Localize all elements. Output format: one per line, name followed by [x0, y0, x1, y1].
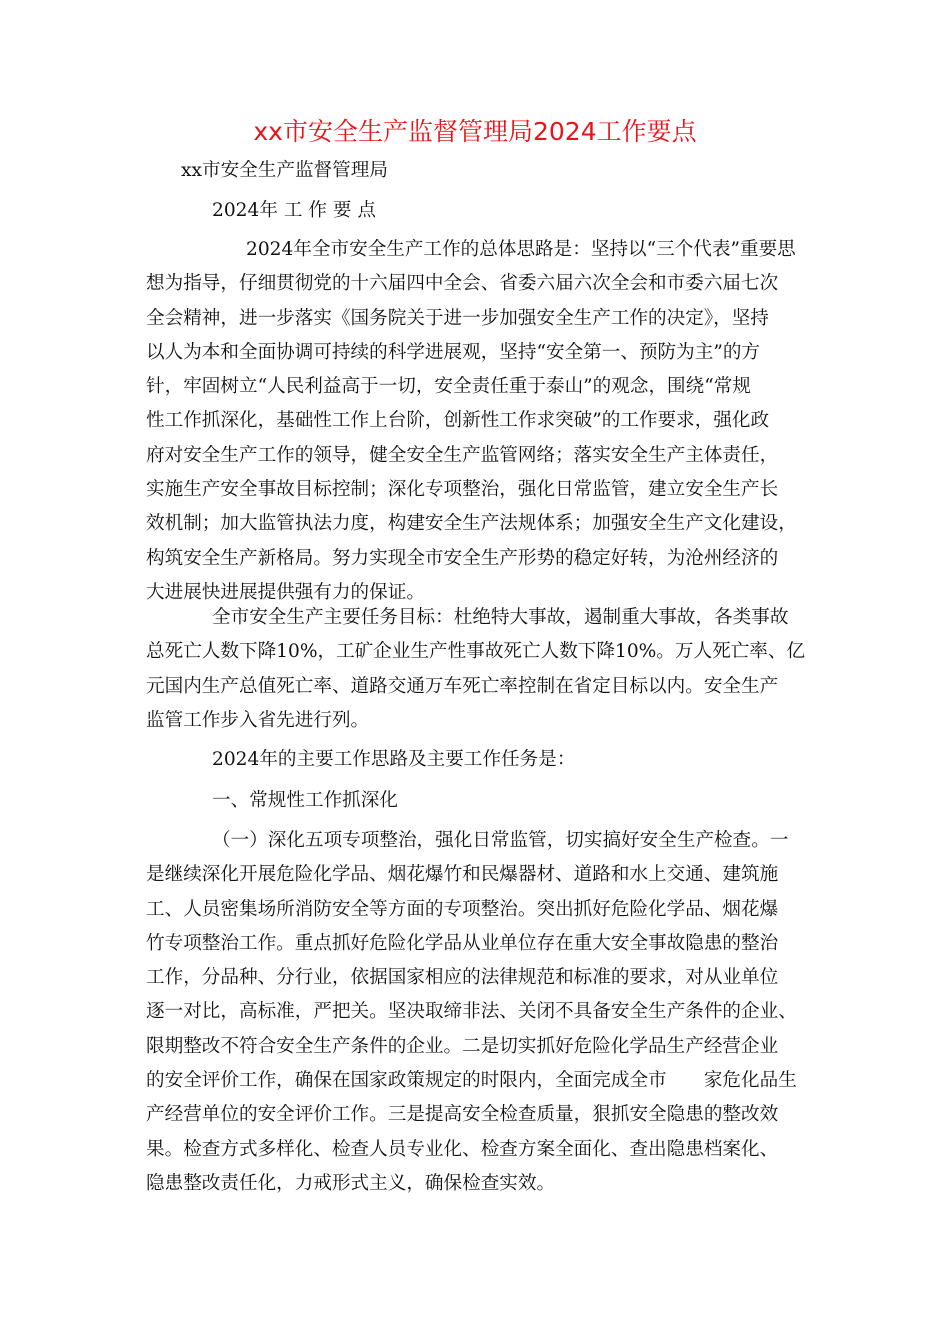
paragraph-line: 果。检查方式多样化、检查人员专业化、检查方案全面化、查出隐患档案化、 [146, 1138, 779, 1160]
paragraph-line: （一）深化五项专项整治，强化日常监管，切实搞好安全生产检查。一 [212, 830, 789, 851]
paragraph-line: 构筑安全生产新格局。努力实现全市安全生产形势的稳定好转，为沧州经济的 [146, 547, 779, 569]
section-heading: 一、常规性工作抓深化 [212, 790, 398, 811]
paragraph-line: 效机制；加大监管执法力度，构建安全生产法规体系；加强安全生产文化建设， [146, 513, 797, 535]
paragraph-line: 2024年全市安全生产工作的总体思路是：坚持以“三个代表”重要思 [246, 239, 796, 260]
paragraph-intro [146, 743, 806, 777]
paragraph-line: 总死亡人数下降10%，工矿企业生产性事故死亡人数下降10%。万人死亡率、亿 [146, 641, 806, 663]
paragraph-line: 竹专项整治工作。重点抓好危险化学品从业单位存在重大安全事故隐患的整治 [146, 932, 779, 954]
paragraph-targets [146, 601, 806, 738]
paragraph-special-rectification [146, 824, 806, 1201]
paragraph-line: 想为指导，仔细贯彻党的十六届四中全会、省委六届六次全会和市委六届七次 [146, 273, 779, 295]
paragraph-line: 限期整改不符合安全生产条件的企业。二是切实抓好危险化学品生产经营企业 [146, 1035, 779, 1057]
paragraph-line: 全会精神，进一步落实《国务院关于进一步加强安全生产工作的决定》，坚持 [146, 307, 769, 329]
paragraph-line: 以人为本和全面协调可持续的科学进展观，坚持“安全第一、预防为主”的方 [146, 341, 761, 363]
org-line-block [146, 154, 806, 188]
paragraph-line: 全市安全生产主要任务目标：杜绝特大事故，遏制重大事故，各类事故 [212, 607, 789, 628]
paragraph-line: 府对安全生产工作的领导，健全安全生产监管网络；落实安全生产主体责任， [146, 444, 779, 466]
paragraph-general-idea [146, 233, 806, 610]
paragraph-line: 是继续深化开展危险化学品、烟花爆竹和民爆器材、道路和水上交通、建筑施 [146, 864, 779, 886]
paragraph-line: 产经营单位的安全评价工作。三是提高安全检查质量，狠抓安全隐患的整改效 [146, 1104, 779, 1126]
org-line: xx市安全生产监督管理局 [181, 160, 388, 181]
section-heading-1 [146, 784, 806, 818]
paragraph-line: 2024年的主要工作思路及主要工作任务是： [212, 749, 576, 770]
document-title: xx市安全生产监督管理局2024工作要点 [253, 117, 697, 146]
subtitle-block [146, 194, 806, 228]
subtitle: 2024年 工 作 要 点 [212, 200, 376, 221]
paragraph-line: 工、人员密集场所消防安全等方面的专项整治。突出抓好危险化学品、烟花爆 [146, 898, 779, 920]
paragraph-line: 实施生产安全事故目标控制；深化专项整治，强化日常监管，建立安全生产长 [146, 479, 779, 501]
paragraph-line: 元国内生产总值死亡率、道路交通万车死亡率控制在省定目标以内。安全生产 [146, 675, 779, 697]
paragraph-line: 性工作抓深化，基础性工作上台阶，创新性工作求突破”的工作要求，强化政 [146, 410, 770, 432]
paragraph-line: 隐患整改责任化，力戒形式主义，确保检查实效。 [146, 1172, 556, 1194]
paragraph-line: 工作，分品种、分行业，依据国家相应的法律规范和标准的要求，对从业单位 [146, 967, 779, 989]
paragraph-line: 逐一对比，高标准，严把关。坚决取缔非法、关闭不具备安全生产条件的企业、 [146, 1001, 797, 1023]
paragraph-line: 的安全评价工作，确保在国家政策规定的时限内，全面完成全市 家危化品生 [146, 1070, 797, 1092]
paragraph-line: 大进展快进展提供强有力的保证。 [146, 581, 425, 603]
paragraph-line: 针，牢固树立“人民利益高于一切，安全责任重于泰山”的观念，围绕“常规 [146, 376, 751, 398]
paragraph-line: 监管工作步入省先进行列。 [146, 709, 370, 731]
